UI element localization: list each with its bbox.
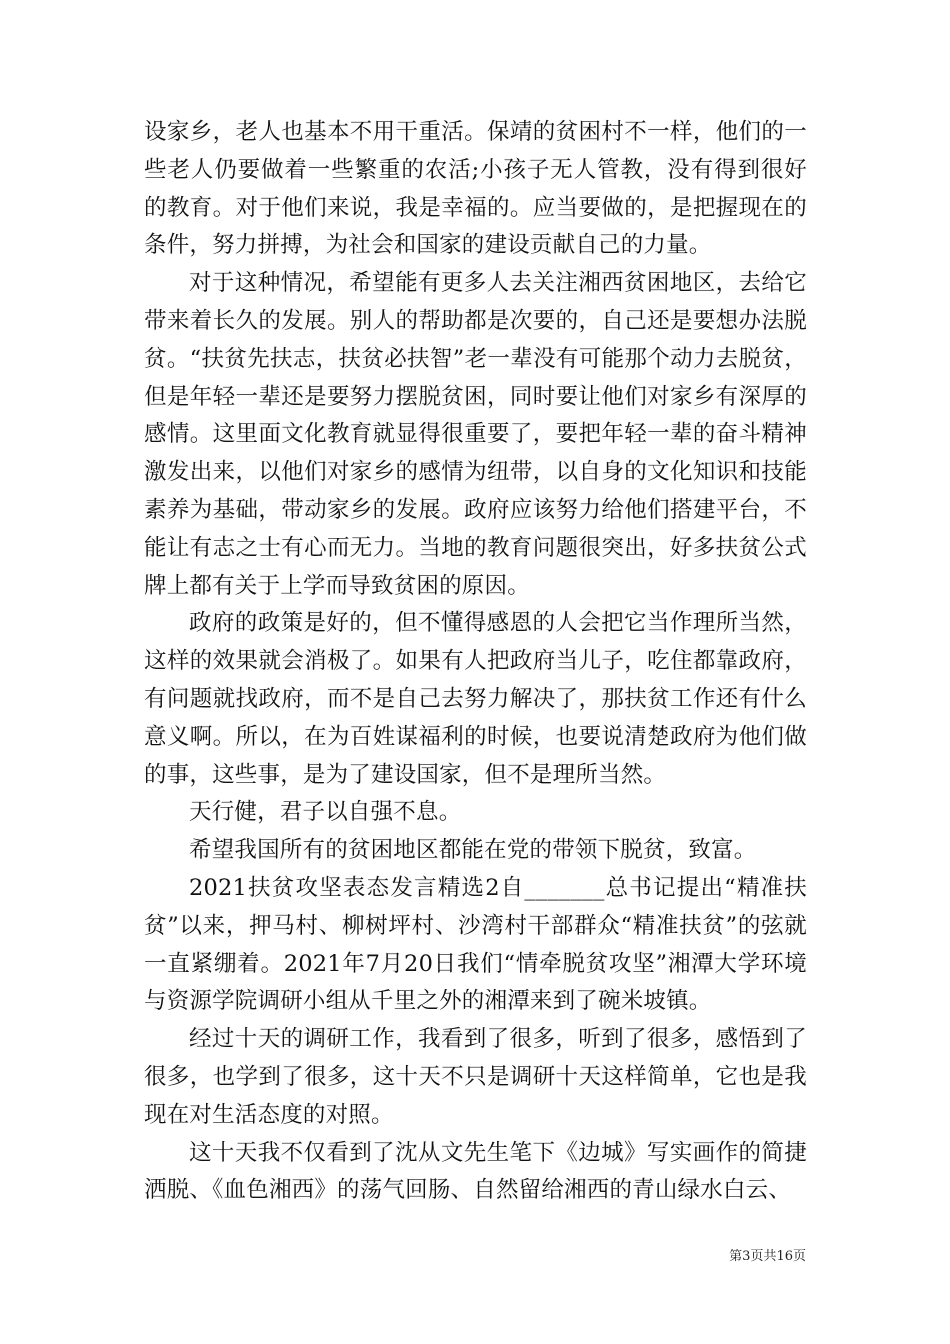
paragraph-7: 经过十天的调研工作，我看到了很多，听到了很多，感悟到了很多，也学到了很多，这十天不只是调研十天这样简单，它也是我现在对生活态度的对照。 xyxy=(144,1026,807,1128)
paragraph-8: 这十天我不仅看到了沈从文先生笔下《边城》写实画作的简捷洒脱、《血色湘西》的荡气回肠、自然留给湘西的青山绿水白云、 xyxy=(144,1139,807,1204)
paragraph-2: 对于这种情况，希望能有更多人去关注湘西贫困地区，去给它带来着长久的发展。别人的帮助都是次要的，自己还是要想办法脱贫。“扶贫先扶志，扶贫必扶智”老一辈没有可能那个动力去脱贫，但是年轻一辈还是要努力摆脱贫困，同时要让他们对家乡有深厚的感情。这里面文化教育就显得很重要了，要把年轻一辈的奋斗精神激发出来，以他们对家乡的感情为纽带，以自身的文化知识和技能素养为基础，带动家乡的发展。政府应该努力给他们搭建平台，不能让有志之士有心而无力。当地的教育问题很突出，好多扶贫公式牌上都有关于上学而导致贫困的原因。 xyxy=(144,270,807,599)
document-body xyxy=(144,114,807,1210)
paragraph-6: 2021扶贫攻坚表态发言精选2自_______总书记提出“精准扶贫”以来，押马村、柳树坪村、沙湾村干部群众“精准扶贫”的弦就一直紧绷着。2021年7月20日我们“情牵脱贫攻坚”湘潭大学环境与资源学院调研小组从千里之外的湘潭来到了碗米坡镇。 xyxy=(144,874,807,1015)
paragraph-4: 天行健，君子以自强不息。 xyxy=(189,799,462,826)
paragraph-3: 政府的政策是好的，但不懂得感恩的人会把它当作理所当然，这样的效果就会消极了。如果有人把政府当儿子，吃住都靠政府，有问题就找政府，而不是自己去努力解决了，那扶贫工作还有什么意义啊。所以，在为百姓谋福利的时候，也要说清楚政府为他们做的事，这些事，是为了建设国家，但不是理所当然。 xyxy=(144,610,807,788)
page-number-footer: 第3页共16页 xyxy=(729,1249,806,1264)
paragraph-5: 希望我国所有的贫困地区都能在党的带领下脱贫，致富。 xyxy=(189,837,757,864)
paragraph-1: 设家乡，老人也基本不用干重活。保靖的贫困村不一样，他们的一些老人仍要做着一些繁重的农活;小孩子无人管教，没有得到很好的教育。对于他们来说，我是幸福的。应当要做的，是把握现在的条件，努力拼搏，为社会和国家的建设贡献自己的力量。 xyxy=(144,119,807,259)
